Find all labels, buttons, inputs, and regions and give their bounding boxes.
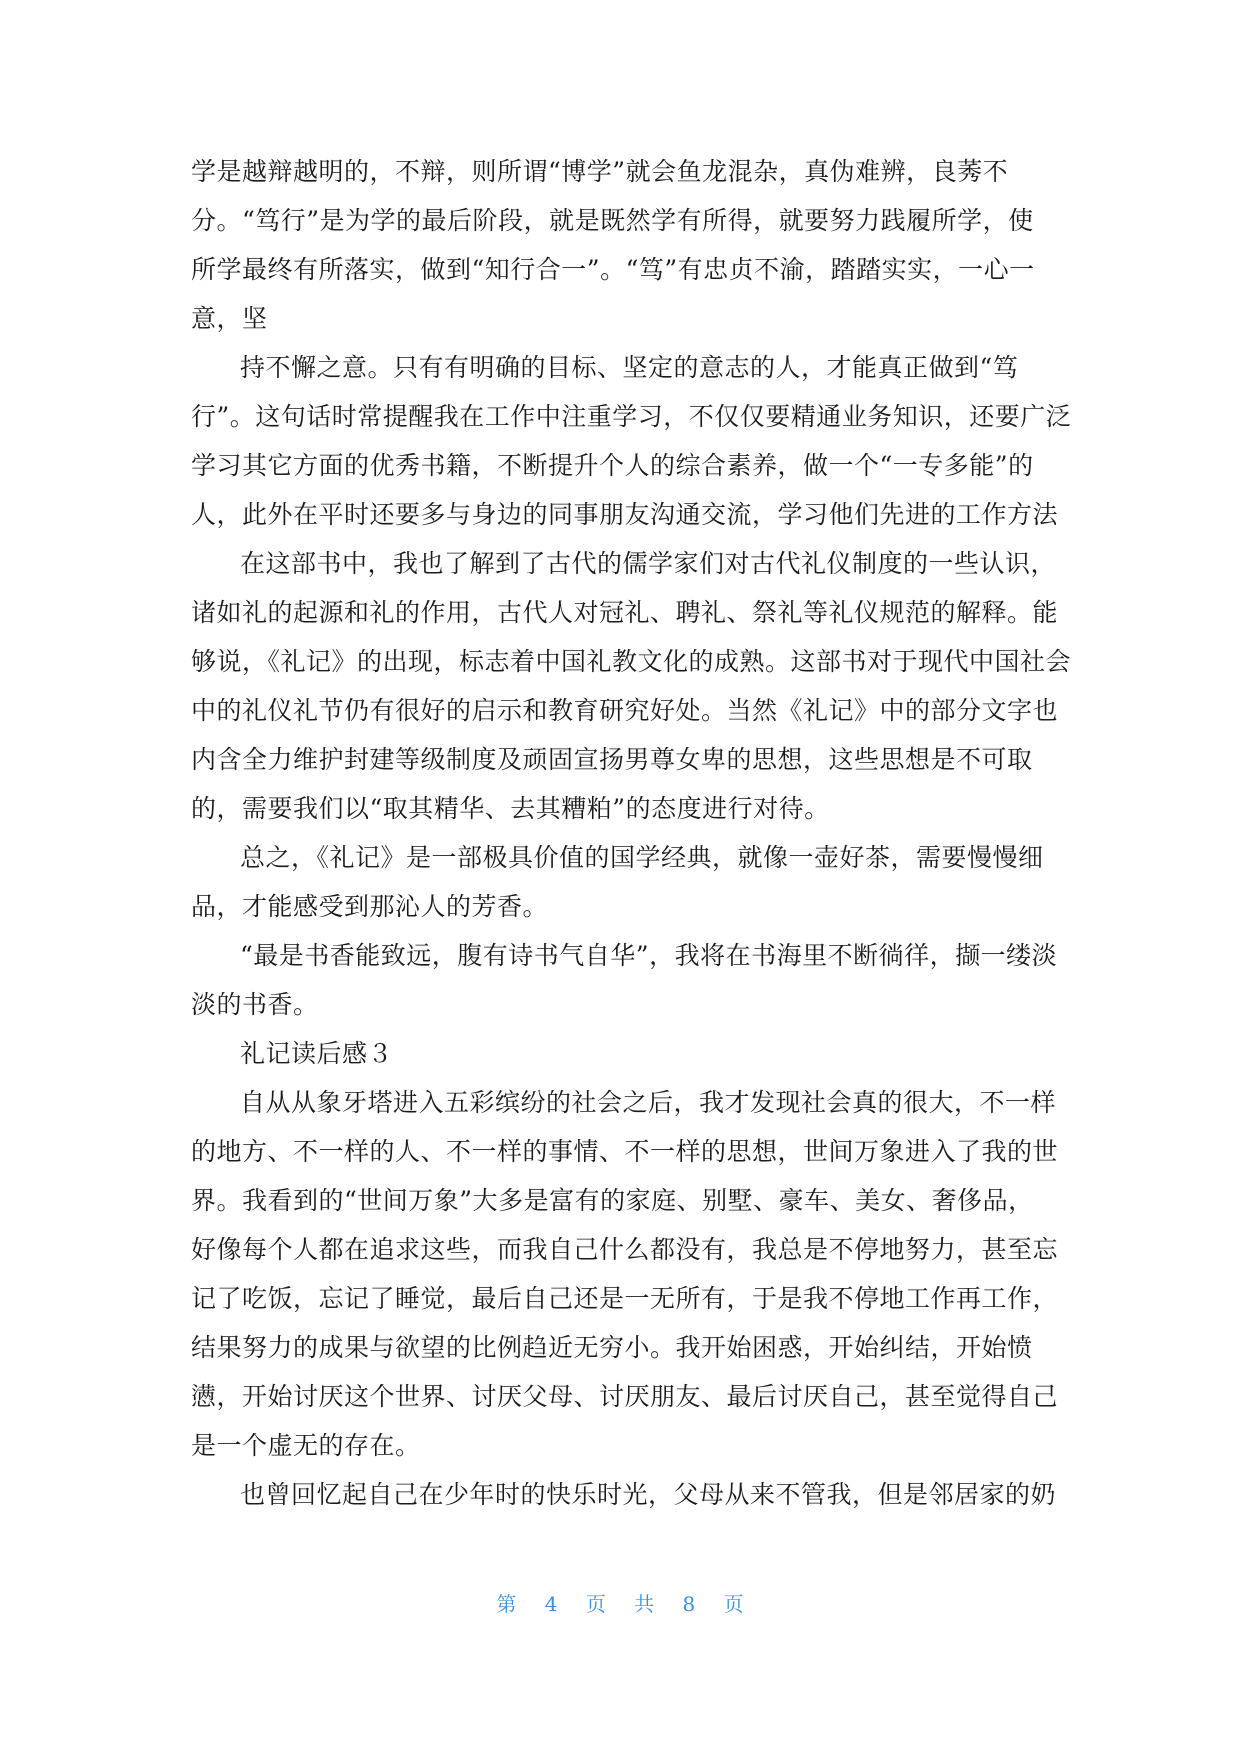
footer-word-di: 第 [496, 1592, 518, 1616]
footer-word-gong: 共 [634, 1592, 656, 1616]
text-line: 够说，《礼记》的出现，标志着中国礼教文化的成熟。这部书对于现代中国社会 [191, 647, 1072, 676]
text-line: 好像每个人都在追求这些，而我自己什么都没有，我总是不停地努力，甚至忘 [191, 1235, 1059, 1264]
text-line: 中的礼仪礼节仍有很好的启示和教育研究好处。当然《礼记》中的部分文字也 [191, 696, 1059, 725]
footer-current-page: 4 [544, 1592, 559, 1616]
text-line: 人，此外在平时还要多与身边的同事朋友沟通交流，学习他们先进的工作方法 [191, 500, 1059, 529]
text-line: 是一个虚无的存在。 [191, 1431, 421, 1460]
text-line: 持不懈之意。只有有明确的目标、坚定的意志的人，才能真正做到“笃 [240, 353, 1019, 382]
text-line: 的地方、不一样的人、不一样的事情、不一样的思想，世间万象进入了我的世 [191, 1137, 1059, 1166]
text-line: 淡的书香。 [191, 990, 319, 1019]
text-line: 结果努力的成果与欲望的比例趋近无穷小。我开始困惑，开始纠结，开始愤 [191, 1333, 1033, 1362]
text-line: 界。我看到的“世间万象”大多是富有的家庭、别墅、豪车、美女、奢侈品， [191, 1186, 1034, 1215]
text-line: 记了吃饭，忘记了睡觉，最后自己还是一无所有，于是我不停地工作再工作， [191, 1284, 1059, 1313]
text-line: 学是越辩越明的，不辩，则所谓“博学”就会鱼龙混杂，真伪难辨，良莠不 [191, 157, 1009, 186]
text-line: 意，坚 [191, 304, 268, 333]
text-line: 诸如礼的起源和礼的作用，古代人对冠礼、聘礼、祭礼等礼仪规范的解释。能 [191, 598, 1059, 627]
footer-total-pages: 8 [682, 1592, 697, 1616]
text-line: 在这部书中，我也了解到了古代的儒学家们对古代礼仪制度的一些认识， [240, 549, 1057, 578]
text-line: 的，需要我们以“取其精华、去其糟粕”的态度进行对待。 [191, 794, 830, 823]
text-line: 自从从象牙塔进入五彩缤纷的社会之后，我才发现社会真的很大，不一样 [240, 1088, 1057, 1117]
text-line: 分。“笃行”是为学的最后阶段，就是既然学有所得，就要努力践履所学，使 [191, 206, 1034, 235]
text-line: 懑，开始讨厌这个世界、讨厌父母、讨厌朋友、最后讨厌自己，甚至觉得自己 [191, 1382, 1059, 1411]
footer-word-ye-2: 页 [723, 1592, 745, 1616]
text-line: 也曾回忆起自己在少年时的快乐时光，父母从来不管我，但是邻居家的奶 [240, 1480, 1057, 1509]
text-line: “最是书香能致远，腹有诗书气自华”，我将在书海里不断徜徉，撷一缕淡 [240, 941, 1058, 970]
text-line: 总之，《礼记》是一部极具价值的国学经典，就像一壶好茶，需要慢慢细 [240, 843, 1044, 872]
footer-word-ye: 页 [585, 1592, 607, 1616]
text-line: 所学最终有所落实，做到“知行合一”。“笃”有忠贞不渝，踏踏实实，一心一 [191, 255, 1035, 284]
text-line: 行”。这句话时常提醒我在工作中注重学习，不仅仅要精通业务知识，还要广泛 [191, 402, 1072, 431]
page-footer [0, 1588, 1241, 1617]
text-line: 品，才能感受到那沁人的芳香。 [191, 892, 549, 921]
text-line: 内含全力维护封建等级制度及顽固宣扬男尊女卑的思想，这些思想是不可取 [191, 745, 1033, 774]
text-line: 学习其它方面的优秀书籍，不断提升个人的综合素养，做一个“一专多能”的 [191, 451, 1034, 480]
section-heading: 礼记读后感３ [240, 1039, 394, 1068]
